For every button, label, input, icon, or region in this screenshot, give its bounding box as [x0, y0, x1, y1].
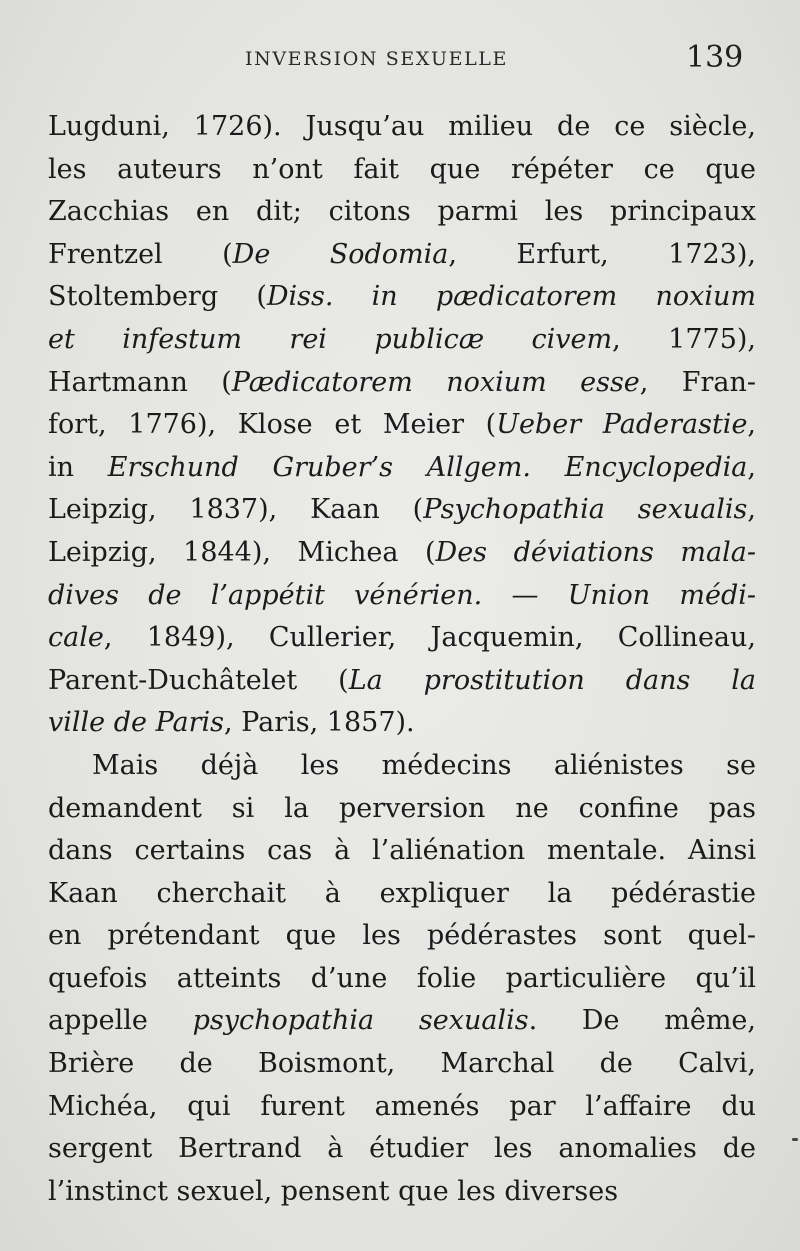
text-line: [48, 830, 756, 873]
text-line: [48, 489, 756, 532]
text-run: , Fran-: [639, 366, 756, 398]
text-run: Leipzig, 1844), Michea (: [48, 536, 436, 568]
italic-run: ville de Paris: [48, 707, 225, 739]
text-run: Parent-Duchâtelet (: [48, 664, 349, 696]
text-run: Leipzig, 1837), Kaan (: [48, 494, 424, 526]
italic-run: et infestum rei publicæ civem: [48, 323, 613, 355]
text-line: [48, 234, 756, 277]
text-run: Lugduni, 1726). Jusqu’au milieu de ce siècle,: [48, 111, 756, 142]
text-run: ,: [747, 451, 756, 483]
running-title: INVERSION SEXUELLE: [245, 48, 508, 70]
text-run: ,: [747, 409, 757, 441]
text-run: l’instinct sexuel, pensent que les diverses: [48, 1175, 619, 1207]
italic-run: cale: [48, 622, 104, 654]
text-run: ,: [747, 494, 757, 526]
running-head: [0, 40, 800, 82]
text-run: sergent Bertrand à étudier les anomalies de: [48, 1133, 756, 1165]
text-run: , Paris, 1857).: [224, 707, 415, 739]
text-run: Frentzel (: [48, 238, 233, 270]
italic-run: Ueber Paderastie: [496, 409, 748, 441]
italic-run: La prostitution dans la: [348, 664, 756, 696]
italic-run: Des déviations mala-: [435, 536, 756, 568]
text-line: [48, 873, 756, 916]
text-line: [48, 702, 756, 745]
italic-run: Psychopathia sexualis: [423, 494, 748, 526]
text-line: [48, 404, 756, 447]
italic-run: De Sodomia: [232, 238, 449, 270]
page-number: 139: [686, 40, 744, 75]
text-line: [48, 319, 756, 362]
text-line: [48, 915, 756, 958]
text-line: [48, 447, 756, 490]
italic-run: dives de l’appétit vénérien. — Union médi-: [48, 579, 756, 611]
text-line: [48, 1000, 756, 1043]
text-line: [48, 362, 756, 405]
text-line: [48, 745, 756, 788]
text-line: [48, 1043, 756, 1086]
text-line: [48, 660, 756, 703]
text-line: [48, 788, 756, 831]
body-text: [48, 106, 756, 1213]
text-line: [48, 532, 756, 575]
text-run: , Erfurt, 1723),: [448, 238, 756, 270]
text-run: , 1849), Cullerier, Jacquemin, Collineau,: [103, 622, 756, 654]
text-run: Stoltemberg (: [48, 281, 267, 313]
text-run: en prétendant que les pédérastes sont quel-: [48, 920, 756, 952]
text-line: [48, 191, 756, 234]
italic-run: Diss. in pædicatorem noxium: [266, 281, 756, 313]
text-run: Brière de Boismont, Marchal de Calvi,: [48, 1048, 756, 1080]
text-run: in: [48, 451, 108, 483]
text-line: [48, 276, 756, 319]
text-line: [48, 149, 756, 192]
text-run: demandent si la perversion ne confine pas: [48, 792, 756, 824]
text-run: quefois atteints d’une folie particulière qu’il: [48, 962, 756, 994]
italic-run: Pædicatorem noxium esse: [231, 366, 640, 398]
text-run: Zacchias en dit; citons parmi les principaux: [48, 196, 756, 228]
text-line: [48, 106, 756, 149]
text-line: [48, 958, 756, 1001]
text-run: . De même,: [528, 1005, 756, 1037]
text-run: , 1775),: [612, 323, 756, 355]
text-line: [48, 617, 756, 660]
text-line: [48, 1086, 756, 1129]
text-line: [48, 575, 756, 618]
text-line: [48, 1171, 756, 1214]
text-run: appelle: [48, 1005, 193, 1037]
text-run: Mais déjà les médecins aliénistes se: [92, 749, 756, 781]
margin-mark: [792, 1138, 798, 1141]
text-run: Michéa, qui furent amenés par l’affaire du: [48, 1090, 756, 1122]
text-run: Hartmann (: [48, 366, 232, 398]
text-run: dans certains cas à l’aliénation mentale. Ainsi: [48, 835, 756, 867]
text-run: les auteurs n’ont fait que répéter ce que: [48, 153, 756, 185]
text-run: fort, 1776), Klose et Meier (: [48, 409, 497, 441]
italic-run: Erschund Gruber’s Allgem. Encyclopedia: [107, 451, 748, 483]
italic-run: psychopathia sexualis: [192, 1005, 529, 1037]
text-run: Kaan cherchait à expliquer la pédérastie: [48, 877, 756, 909]
text-line: [48, 1128, 756, 1171]
